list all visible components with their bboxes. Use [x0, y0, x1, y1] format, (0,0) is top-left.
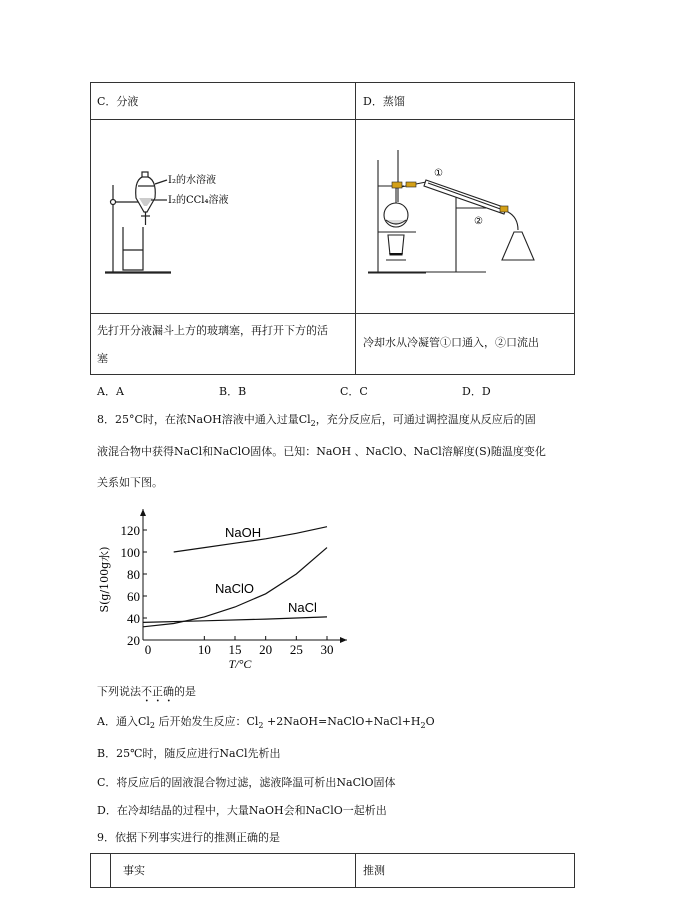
x-tick-label: 25 [289, 642, 303, 657]
q7-option-a: A．A [97, 385, 124, 398]
series-line-nacl [143, 617, 327, 623]
separatory-funnel-illustration [91, 120, 354, 312]
series-label-naclo: NaClO [215, 581, 255, 596]
q8-stem-line2: 液混合物中获得NaCl和NaClO固体。已知：NaOH 、NaClO、NaCl溶解度(S)随温度变化 [97, 445, 546, 458]
table-divider [110, 854, 111, 887]
label-i2-ccl4: I₂的CCl₄溶液 [168, 195, 229, 206]
q7-option-b: B．B [219, 385, 247, 398]
x-axis-arrow [340, 637, 347, 643]
y-axis-label: S(g/100g水) [98, 546, 111, 613]
q9-col-fact: 事实 [123, 864, 145, 877]
x-tick-label: 0 [144, 642, 152, 657]
y-tick-label: 20 [127, 633, 140, 648]
series-label-nacl: NaCl [288, 600, 317, 615]
port-1-mark: ① [434, 168, 443, 179]
x-tick-label: 15 [228, 642, 242, 657]
x-tick-label: 10 [197, 642, 211, 657]
q8-option-d: D．在冷却结晶的过程中，大量NaOH会和NaClO一起析出 [97, 804, 387, 817]
q8-stem-line1: 8．25°C时，在浓NaOH溶液中通入过量$Cl_2$，充分反应后，可通过调控温度从反应后的固 [97, 413, 536, 429]
apparatus-table [90, 82, 575, 375]
port-2-mark: ② [474, 216, 483, 227]
y-tick-label: 120 [120, 523, 140, 538]
option-c-header: C．分液 [97, 95, 139, 108]
y-axis-arrow [140, 509, 146, 516]
q8-question: 下列说法不正确的是 [97, 685, 196, 698]
q9-table [90, 853, 575, 888]
q9-col-inference: 推测 [363, 864, 385, 877]
solubility-chart [95, 497, 360, 675]
y-tick-label: 100 [120, 545, 140, 560]
y-tick-label: 40 [127, 611, 140, 626]
distillation-illustration [356, 120, 574, 312]
q8-stem-line3: 关系如下图。 [97, 476, 163, 489]
option-c-description: 先打开分液漏斗上方的玻璃塞，再打开下方的活 塞 [97, 324, 328, 365]
option-d-description: 冷却水从冷凝管①口通入，②口流出 [363, 336, 539, 349]
table-divider [91, 313, 574, 314]
q8-option-c: C．将反应后的固液混合物过滤，滤液降温可析出NaClO固体 [97, 776, 396, 789]
q8-option-a: A．通入$Cl_2$ 后开始发生反应：$Cl_2$ $+2NaOH=NaClO+NaCl+H_2O$ [97, 715, 435, 731]
y-tick-label: 60 [127, 589, 140, 604]
q9-stem: 9．依据下列事实进行的推测正确的是 [97, 831, 280, 844]
x-axis-label: T/°C [228, 657, 252, 671]
y-tick-label: 80 [127, 567, 140, 582]
series-label-naoh: NaOH [225, 525, 262, 540]
q8-option-b: B．25℃时，随反应进行NaCl先析出 [97, 747, 281, 760]
q7-option-c: C．C [340, 385, 368, 398]
label-i2-water: I₂的水溶液 [168, 175, 216, 186]
option-d-header: D．蒸馏 [363, 95, 405, 108]
x-tick-label: 30 [320, 642, 334, 657]
x-tick-label: 20 [259, 642, 273, 657]
q7-option-d: D．D [462, 385, 491, 398]
table-divider [355, 854, 356, 887]
